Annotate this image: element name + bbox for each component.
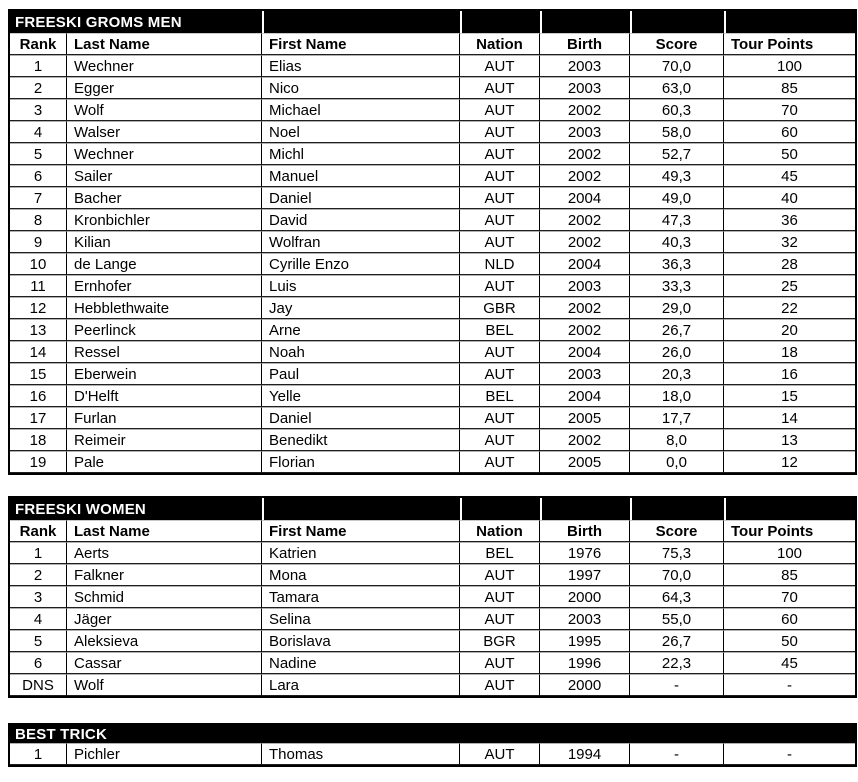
cell-birth: 1995 [540, 630, 630, 652]
cell-tour-points: 100 [724, 542, 855, 564]
cell-birth: 2003 [540, 275, 630, 297]
table-title: FREESKI GROMS MEN [10, 11, 262, 33]
table-row [10, 341, 855, 363]
title-filler-cell [262, 498, 460, 520]
table-title-bar [10, 725, 855, 743]
cell-last-name: Jäger [67, 608, 262, 630]
cell-nation: AUT [460, 652, 540, 674]
cell-last-name: Kronbichler [67, 209, 262, 231]
table-row [10, 586, 855, 608]
cell-last-name: Wechner [67, 55, 262, 77]
cell-score: 70,0 [630, 55, 724, 77]
cell-nation: AUT [460, 743, 540, 765]
cell-nation: AUT [460, 407, 540, 429]
cell-nation: NLD [460, 253, 540, 275]
cell-nation: AUT [460, 586, 540, 608]
cell-birth: 2004 [540, 187, 630, 209]
cell-birth: 1996 [540, 652, 630, 674]
cell-rank: 3 [10, 99, 67, 121]
title-filler-cell [630, 498, 724, 520]
cell-score: 36,3 [630, 253, 724, 275]
results-table-freeski-women [8, 496, 857, 698]
cell-last-name: Aerts [67, 542, 262, 564]
cell-first-name: Daniel [262, 187, 460, 209]
cell-last-name: Kilian [67, 231, 262, 253]
table-title-bar [10, 11, 855, 33]
column-header-row [10, 520, 855, 542]
cell-nation: AUT [460, 429, 540, 451]
cell-rank: 9 [10, 231, 67, 253]
cell-nation: AUT [460, 275, 540, 297]
title-filler-cell [630, 11, 724, 33]
cell-first-name: Michl [262, 143, 460, 165]
cell-tour-points: - [724, 674, 855, 696]
results-table-freeski-groms-men [8, 9, 857, 475]
table-row [10, 608, 855, 630]
table-row [10, 542, 855, 564]
cell-last-name: Ernhofer [67, 275, 262, 297]
cell-birth: 2002 [540, 429, 630, 451]
cell-tour-points: 16 [724, 363, 855, 385]
cell-rank: 12 [10, 297, 67, 319]
cell-last-name: Hebblethwaite [67, 297, 262, 319]
cell-score: 75,3 [630, 542, 724, 564]
cell-tour-points: 60 [724, 121, 855, 143]
title-filler-cell [460, 498, 540, 520]
cell-score: 20,3 [630, 363, 724, 385]
cell-tour-points: 14 [724, 407, 855, 429]
table-row [10, 674, 855, 696]
column-header-last-name: Last Name [67, 520, 262, 542]
cell-last-name: Eberwein [67, 363, 262, 385]
cell-first-name: Benedikt [262, 429, 460, 451]
cell-rank: DNS [10, 674, 67, 696]
cell-tour-points: 50 [724, 630, 855, 652]
cell-tour-points: 100 [724, 55, 855, 77]
cell-birth: 2002 [540, 297, 630, 319]
cell-rank: 6 [10, 165, 67, 187]
table-row [10, 652, 855, 674]
cell-tour-points: 20 [724, 319, 855, 341]
cell-nation: BEL [460, 319, 540, 341]
cell-birth: 1976 [540, 542, 630, 564]
cell-tour-points: 15 [724, 385, 855, 407]
cell-last-name: Wechner [67, 143, 262, 165]
table-row [10, 385, 855, 407]
table-row [10, 55, 855, 77]
table-row [10, 275, 855, 297]
cell-last-name: Falkner [67, 564, 262, 586]
table-row [10, 630, 855, 652]
cell-first-name: Elias [262, 55, 460, 77]
cell-nation: AUT [460, 341, 540, 363]
cell-nation: AUT [460, 363, 540, 385]
cell-score: 26,7 [630, 319, 724, 341]
cell-birth: 2004 [540, 253, 630, 275]
cell-last-name: Wolf [67, 99, 262, 121]
cell-tour-points: 36 [724, 209, 855, 231]
cell-last-name: Aleksieva [67, 630, 262, 652]
cell-rank: 8 [10, 209, 67, 231]
column-header-birth: Birth [540, 33, 630, 55]
cell-last-name: D'Helft [67, 385, 262, 407]
table-title: FREESKI WOMEN [10, 498, 262, 520]
cell-tour-points: 28 [724, 253, 855, 275]
cell-tour-points: 13 [724, 429, 855, 451]
cell-rank: 17 [10, 407, 67, 429]
column-header-score: Score [630, 33, 724, 55]
column-header-birth: Birth [540, 520, 630, 542]
cell-score: - [630, 743, 724, 765]
cell-score: 55,0 [630, 608, 724, 630]
cell-nation: AUT [460, 231, 540, 253]
cell-first-name: Luis [262, 275, 460, 297]
cell-tour-points: 70 [724, 99, 855, 121]
cell-birth: 2000 [540, 674, 630, 696]
table-row [10, 451, 855, 473]
cell-first-name: Daniel [262, 407, 460, 429]
cell-last-name: Furlan [67, 407, 262, 429]
cell-score: 58,0 [630, 121, 724, 143]
cell-rank: 18 [10, 429, 67, 451]
cell-nation: GBR [460, 297, 540, 319]
table-row [10, 407, 855, 429]
cell-rank: 2 [10, 564, 67, 586]
table-row [10, 429, 855, 451]
cell-nation: AUT [460, 564, 540, 586]
cell-birth: 2002 [540, 231, 630, 253]
cell-score: - [630, 674, 724, 696]
table-row [10, 77, 855, 99]
column-header-tour-points: Tour Points [724, 33, 855, 55]
cell-rank: 15 [10, 363, 67, 385]
cell-rank: 6 [10, 652, 67, 674]
cell-nation: AUT [460, 674, 540, 696]
cell-last-name: Egger [67, 77, 262, 99]
cell-nation: AUT [460, 55, 540, 77]
column-header-nation: Nation [460, 33, 540, 55]
cell-score: 29,0 [630, 297, 724, 319]
table-row [10, 121, 855, 143]
cell-score: 22,3 [630, 652, 724, 674]
cell-birth: 2002 [540, 99, 630, 121]
cell-last-name: Wolf [67, 674, 262, 696]
cell-last-name: Ressel [67, 341, 262, 363]
cell-last-name: Cassar [67, 652, 262, 674]
cell-score: 60,3 [630, 99, 724, 121]
cell-birth: 2004 [540, 385, 630, 407]
cell-first-name: Noah [262, 341, 460, 363]
cell-rank: 1 [10, 55, 67, 77]
cell-rank: 3 [10, 586, 67, 608]
cell-birth: 2003 [540, 77, 630, 99]
cell-tour-points: 85 [724, 77, 855, 99]
cell-tour-points: 50 [724, 143, 855, 165]
table-title-bar [10, 498, 855, 520]
table-row [10, 363, 855, 385]
cell-last-name: Pichler [67, 743, 262, 765]
cell-rank: 1 [10, 542, 67, 564]
cell-first-name: Tamara [262, 586, 460, 608]
cell-score: 18,0 [630, 385, 724, 407]
cell-nation: AUT [460, 165, 540, 187]
cell-birth: 2003 [540, 363, 630, 385]
cell-rank: 4 [10, 121, 67, 143]
cell-first-name: Nico [262, 77, 460, 99]
cell-first-name: Yelle [262, 385, 460, 407]
cell-birth: 2005 [540, 451, 630, 473]
cell-tour-points: - [724, 743, 855, 765]
cell-first-name: Borislava [262, 630, 460, 652]
cell-rank: 14 [10, 341, 67, 363]
cell-nation: AUT [460, 143, 540, 165]
cell-score: 70,0 [630, 564, 724, 586]
cell-tour-points: 70 [724, 586, 855, 608]
column-header-score: Score [630, 520, 724, 542]
cell-nation: BGR [460, 630, 540, 652]
cell-tour-points: 40 [724, 187, 855, 209]
cell-last-name: Sailer [67, 165, 262, 187]
cell-nation: AUT [460, 608, 540, 630]
cell-nation: AUT [460, 77, 540, 99]
cell-score: 33,3 [630, 275, 724, 297]
cell-birth: 1997 [540, 564, 630, 586]
cell-last-name: Peerlinck [67, 319, 262, 341]
title-filler-cell [724, 498, 855, 520]
cell-nation: BEL [460, 542, 540, 564]
cell-nation: AUT [460, 99, 540, 121]
cell-birth: 2002 [540, 143, 630, 165]
table-row [10, 743, 855, 765]
cell-first-name: David [262, 209, 460, 231]
cell-first-name: Michael [262, 99, 460, 121]
title-filler-cell [540, 11, 630, 33]
cell-nation: AUT [460, 209, 540, 231]
cell-rank: 19 [10, 451, 67, 473]
cell-nation: AUT [460, 121, 540, 143]
cell-rank: 5 [10, 143, 67, 165]
cell-birth: 2004 [540, 341, 630, 363]
table-row [10, 165, 855, 187]
cell-first-name: Thomas [262, 743, 460, 765]
cell-birth: 2003 [540, 608, 630, 630]
cell-rank: 13 [10, 319, 67, 341]
column-header-nation: Nation [460, 520, 540, 542]
cell-first-name: Manuel [262, 165, 460, 187]
cell-rank: 7 [10, 187, 67, 209]
cell-first-name: Jay [262, 297, 460, 319]
cell-tour-points: 12 [724, 451, 855, 473]
table-row [10, 209, 855, 231]
column-header-tour-points: Tour Points [724, 520, 855, 542]
results-table-best-trick [8, 723, 857, 767]
table-row [10, 143, 855, 165]
cell-tour-points: 85 [724, 564, 855, 586]
cell-tour-points: 18 [724, 341, 855, 363]
column-header-first-name: First Name [262, 33, 460, 55]
cell-tour-points: 25 [724, 275, 855, 297]
cell-score: 52,7 [630, 143, 724, 165]
cell-last-name: Bacher [67, 187, 262, 209]
column-header-last-name: Last Name [67, 33, 262, 55]
cell-birth: 2003 [540, 55, 630, 77]
cell-rank: 10 [10, 253, 67, 275]
cell-rank: 4 [10, 608, 67, 630]
cell-birth: 1994 [540, 743, 630, 765]
cell-tour-points: 60 [724, 608, 855, 630]
cell-rank: 2 [10, 77, 67, 99]
cell-score: 26,7 [630, 630, 724, 652]
cell-tour-points: 45 [724, 165, 855, 187]
cell-birth: 2005 [540, 407, 630, 429]
title-filler-cell [460, 11, 540, 33]
table-row [10, 231, 855, 253]
cell-score: 49,0 [630, 187, 724, 209]
column-header-rank: Rank [10, 33, 67, 55]
table-row [10, 319, 855, 341]
cell-first-name: Lara [262, 674, 460, 696]
cell-rank: 11 [10, 275, 67, 297]
cell-first-name: Selina [262, 608, 460, 630]
column-header-row [10, 33, 855, 55]
cell-first-name: Mona [262, 564, 460, 586]
table-row [10, 297, 855, 319]
cell-first-name: Paul [262, 363, 460, 385]
cell-birth: 2000 [540, 586, 630, 608]
cell-first-name: Wolfran [262, 231, 460, 253]
cell-tour-points: 22 [724, 297, 855, 319]
cell-first-name: Cyrille Enzo [262, 253, 460, 275]
cell-last-name: Schmid [67, 586, 262, 608]
cell-last-name: de Lange [67, 253, 262, 275]
cell-nation: BEL [460, 385, 540, 407]
cell-first-name: Noel [262, 121, 460, 143]
cell-score: 8,0 [630, 429, 724, 451]
cell-score: 26,0 [630, 341, 724, 363]
column-header-rank: Rank [10, 520, 67, 542]
cell-score: 63,0 [630, 77, 724, 99]
cell-rank: 1 [10, 743, 67, 765]
cell-first-name: Arne [262, 319, 460, 341]
cell-nation: AUT [460, 187, 540, 209]
cell-birth: 2003 [540, 121, 630, 143]
cell-score: 0,0 [630, 451, 724, 473]
cell-score: 47,3 [630, 209, 724, 231]
table-title: BEST TRICK [10, 725, 855, 743]
table-row [10, 253, 855, 275]
cell-last-name: Walser [67, 121, 262, 143]
title-filler-cell [724, 11, 855, 33]
column-header-first-name: First Name [262, 520, 460, 542]
title-filler-cell [262, 11, 460, 33]
cell-tour-points: 32 [724, 231, 855, 253]
cell-birth: 2002 [540, 319, 630, 341]
table-row [10, 187, 855, 209]
cell-last-name: Reimeir [67, 429, 262, 451]
cell-score: 40,3 [630, 231, 724, 253]
cell-first-name: Katrien [262, 542, 460, 564]
table-row [10, 99, 855, 121]
cell-tour-points: 45 [724, 652, 855, 674]
cell-score: 17,7 [630, 407, 724, 429]
cell-score: 49,3 [630, 165, 724, 187]
title-filler-cell [540, 498, 630, 520]
table-row [10, 564, 855, 586]
cell-nation: AUT [460, 451, 540, 473]
cell-first-name: Florian [262, 451, 460, 473]
cell-first-name: Nadine [262, 652, 460, 674]
cell-score: 64,3 [630, 586, 724, 608]
cell-birth: 2002 [540, 165, 630, 187]
cell-birth: 2002 [540, 209, 630, 231]
cell-rank: 5 [10, 630, 67, 652]
cell-last-name: Pale [67, 451, 262, 473]
cell-rank: 16 [10, 385, 67, 407]
